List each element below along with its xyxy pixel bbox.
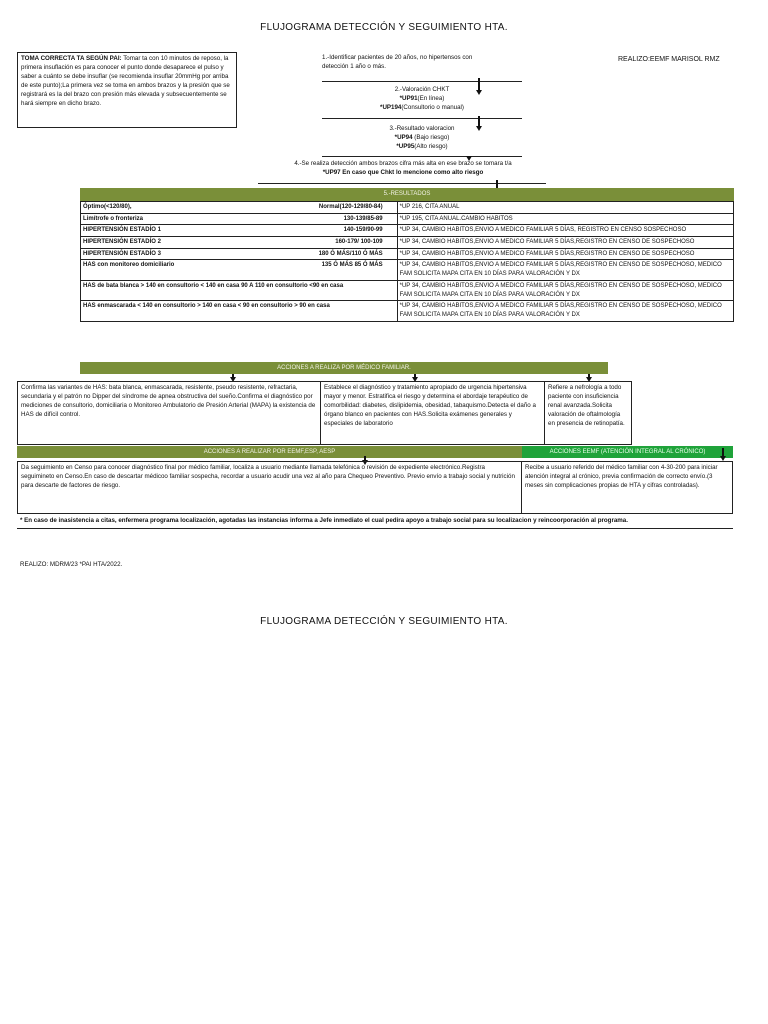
results-classification-value: 160-179/ 100-109 [335,239,383,246]
results-row [81,301,734,321]
realizo-footer: REALIZO: MDRM/23 *PAI HTA/2022. [20,561,123,568]
results-classification-name: HIPERTENSIÓN ESTADÍO 1 [83,227,161,234]
results-action-cell: *UP 34, CAMBIO HABITOS,ENVIO A MEDICO FAMILIAR 5 DÍAS,REGISTRO EN CENSO DE SOSPECHOSO, MEDICO FAM SOLICITA MAPA CITA EN 10 DÍAS PARA VALORACIÓN Y DX [397,301,733,321]
acciones-cronico-header: ACCIONES EEMF (ATENCIÓN INTEGRAL AL CRÓNICO) [522,446,733,458]
results-action-cell: *UP 216, CITA ANUAL [397,202,733,214]
step-2-divider [322,118,522,119]
step-4-line2: *UP97 En caso que Chkt lo mencione como alto riesgo [322,168,484,176]
results-classification-cell [81,280,398,300]
step-2-code1-text: (En línea) [417,94,445,102]
step-4-line1: 4.-Se realiza detección ambos brazos cifra más alta en ese brazo se tomara t/a [294,160,512,167]
step-3-code1-text: (Bajo riesgo) [412,133,450,141]
acciones-cronico-text: Recibe a usuario referido del médico familiar con 4-30-200 para iniciar atención integral al crónico, previa confirmación de correcto envío.(3 meses sin complicaciones propias de HTA y cifras controladas). [521,461,733,514]
step-3-code2: *UP95 [396,142,415,150]
step-1-line1: 1.-Identificar pacientes de 20 años, no hipertensos con [322,54,473,61]
acciones-mf-header: ACCIONES A REALIZA POR MÉDICO FAMILIAR. [80,362,608,374]
results-classification-cell [81,301,398,321]
results-row [81,225,734,237]
results-classification-value: 130-139/85-89 [343,215,383,222]
results-action-cell: *UP 195, CITA ANUAL.CAMBIO HABITOS [397,213,733,225]
results-classification-name: HAS con monitoreo domiciliario [83,262,175,269]
step-4 [258,160,548,178]
results-classification-value [383,302,395,311]
step-2-line1: 2.-Valoración CHKT [394,86,450,93]
results-action-cell: *UP 34, CAMBIO HABITOS,ENVIO A MEDICO FAMILIAR 5 DÍAS, REGISTRO EN CENSO SOSPECHOSO [397,225,733,237]
results-action-cell: *UP 34, CAMBIO HABITOS,ENVIO A MEDICO FAMILIAR 5 DÍAS,REGISTRO EN CENSO DE SOSPECHOSO, MEDICO FAM SOLICITA MAPA CITA EN 10 DÍAS PARA VALORACIÓN Y DX [397,280,733,300]
page-title: FLUJOGRAMA DETECCIÓN Y SEGUIMIENTO HTA. [260,22,508,33]
acciones-mf-col3: Refiere a nefrología a todo paciente con insuficiencia renal avanzada.Solicita valoración de oftalmología en presencia de retinopatía. [544,381,632,445]
results-classification-value [383,282,395,291]
results-row [81,248,734,260]
results-classification-cell [81,225,398,237]
results-classification-cell [81,213,398,225]
acciones-eemf-header: ACCIONES A REALIZAR POR EEMF,ESP, AESP [17,446,522,458]
results-classification-name: Limítrofe o fronteriza [83,215,144,222]
results-row [81,260,734,280]
results-classification-value: Normal(120-129/80-84) [318,204,383,210]
results-row [81,213,734,225]
results-action-cell: *UP 34, CAMBIO HABITOS,ENVIO A MEDICO FAMILIAR 5 DÍAS,REGISTRO EN CENSO DE SOSPECHOSO [397,237,733,249]
step-2-code1: *UP91 [399,94,418,102]
step-3-divider [322,156,522,157]
results-row [81,202,734,214]
step-1-divider [322,81,522,82]
results-classification-name: HIPERTENSIÓN ESTADÍO 2 [83,239,161,246]
footnote: * En caso de inasistencia a citas, enfermera programa localización, agotadas las instancias informa a Jefe inmediato el cual pedira apoyo a trabajo social para su localizacion y reincoorporación al programa. [20,517,628,524]
step-3-line1: 3.-Resultado valoracion [389,125,455,132]
results-classification-cell [81,202,398,214]
results-header: 5.-RESULTADOS [80,188,734,201]
results-classification-name: Óptimo(<120/80), [83,204,132,210]
results-row [81,280,734,300]
step-2-code2-text: (Consultorio o manual) [401,103,464,111]
toma-correcta-text: Tomar ta con 10 minutos de reposo, la primera insuflación es para conocer el punto donde desaparece el pulso y saber a cuánto se debe insuflar (se recomienda insuflar 20mmHg por arriba de este punto);La primera vez se toma en ambos brazos y la presión que se registrará es la del brazo con presión más elevada y subsecuentemente se hará siempre en dicho brazo. [21,55,230,107]
step-2-code2: *UP194 [380,103,402,111]
results-classification-value: 180 Ó MÁS/110 Ó MÁS [318,250,383,257]
results-row [81,237,734,249]
results-classification-cell [81,237,398,249]
results-action-cell: *UP 34, CAMBIO HABITOS,ENVIO A MEDICO FAMILIAR 5 DÍAS,REGISTRO EN CENSO DE SOSPECHOSO, MEDICO FAM SOLICITA MAPA CITA EN 10 DÍAS PARA VALORACIÓN Y DX [397,260,733,280]
bottom-title: FLUJOGRAMA DETECCIÓN Y SEGUIMIENTO HTA. [260,616,508,627]
toma-correcta-box [17,52,237,128]
realizo-header: REALIZO:EEMF MARISOL RMZ [618,56,720,63]
step-1 [322,54,522,72]
toma-correcta-label: TOMA CORRECTA TA SEGÚN PAI: [21,55,122,62]
step-4-divider [258,183,546,184]
step-3-code1: *UP94 [394,133,413,141]
results-classification-cell [81,248,398,260]
step-2 [322,86,522,113]
results-classification-name: HAS enmascarada < 140 en consultorio > 140 en casa < 90 en consultorio > 90 en casa [83,303,330,310]
results-table [80,201,734,322]
results-classification-value: 140-159/90-99 [343,227,383,234]
results-classification-name: HIPERTENSIÓN ESTADÍO 3 [83,250,161,257]
step-1-line2: detección 1 año o más. [322,62,386,70]
results-classification-value: 135 Ó MÁS 85 Ó MÁS [321,262,383,269]
results-classification-cell [81,260,398,280]
step-3 [322,125,522,152]
results-action-cell: *UP 34, CAMBIO HABITOS,ENVIO A MEDICO FAMILIAR 5 DÍAS,REGISTRO EN CENSO DE SOSPECHOSO [397,248,733,260]
acciones-eemf-text: Da seguimiento en Censo para conocer diagnóstico final por médico familiar, localiza a usuario mediante llamada telefónica o revisión de expediente electrónico.Registra seguimineto en Censo.En caso de descartar médicoo familiar sospecha, recordar a usuario acudir una vez al año para Chequeo Preventivo. Previo envío a trabajo social y nutrición para descarte de factores de riesgo. [17,461,522,514]
acciones-mf-col2: Establece el diagnóstico y tratamiento apropiado de urgencia hipertensiva mayor y menor. Estratifica el riesgo y determina el abordaje terapéutico de comorbilidad: diabetes, dislipidemia, obesidad, tabaquismo.Detecta el daño a órgano blanco en pacientes con HAS.Solicita exámenes generales y especiales de laboratorio [320,381,545,445]
step-3-code2-text: (Alto riesgo) [414,142,448,150]
results-classification-name: HAS de bata blanca > 140 en consultorio < 140 en casa 90 A 110 en consultorio <90 en casa [83,282,344,289]
footnote-divider [17,528,733,529]
acciones-mf-col1: Confirma las variantes de HAS: bata blanca, enmascarada, resistente, pseudo resistente, refractaria, secundaria y el patrón no Dipper del síndrome de apnea obstructiva del sueño.Confirma el diagnóstico por mediciones de consultorio, domiciliaria o Monitoreo Ambulatorio de Presión Arterial (MAPA) la existencia de HAS de difícil control. [17,381,321,445]
